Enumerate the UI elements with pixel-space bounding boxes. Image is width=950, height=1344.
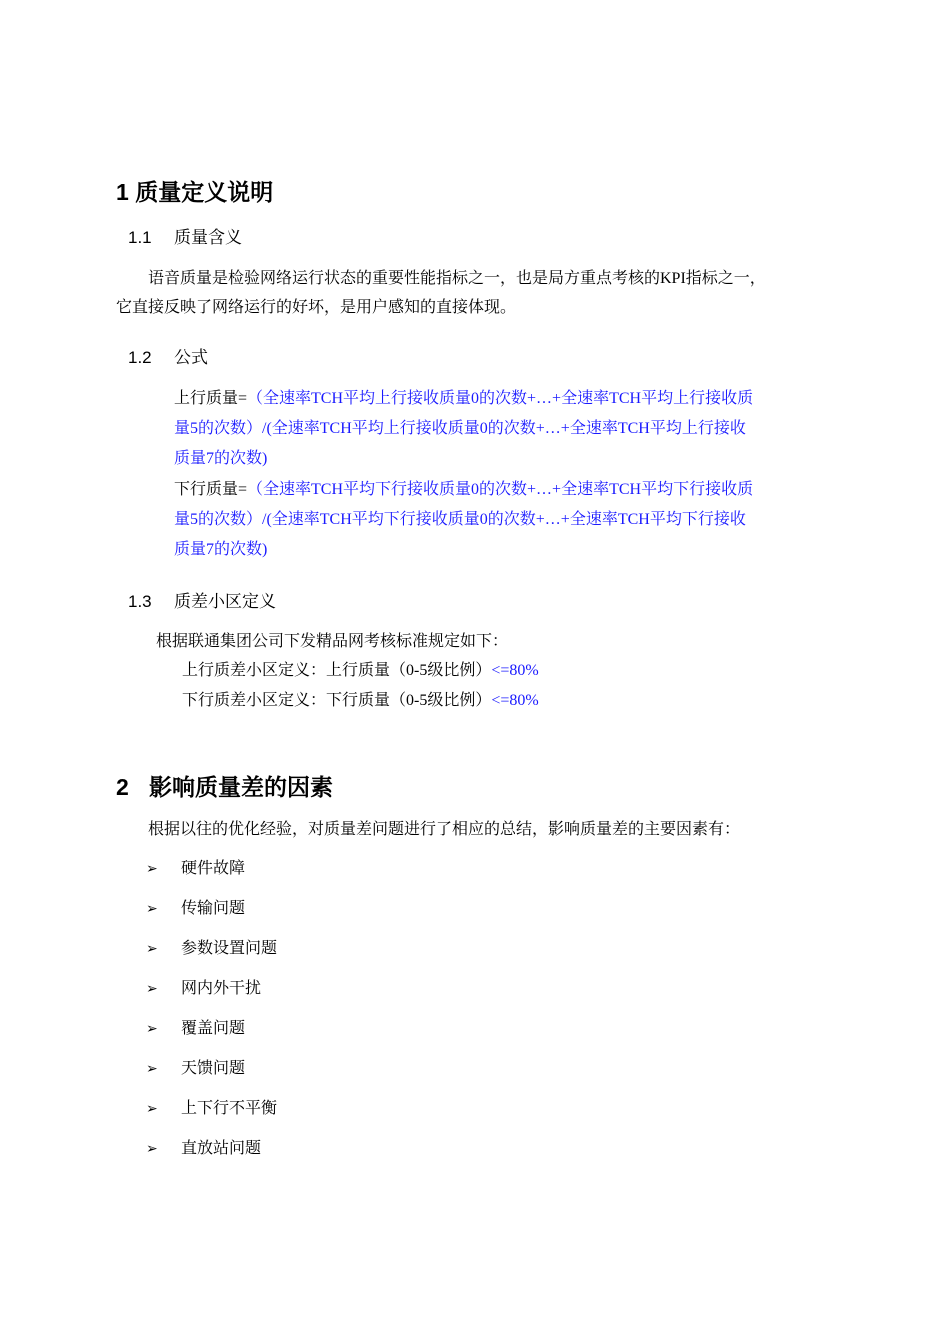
uplink-poor-cell-definition	[182, 660, 539, 682]
uplink-poor-cell-text: 上行质差小区定义：上行质量（0-5级比例）	[182, 662, 492, 679]
arrow-bullet-icon: ➢	[146, 1101, 158, 1117]
factors-intro: 根据以往的优化经验，对质量差问题进行了相应的总结，影响质量差的主要因素有：	[148, 821, 741, 838]
section-2-number: 2	[116, 774, 129, 800]
uplink-threshold: <=80%	[491, 662, 539, 679]
list-item-text: 上下行不平衡	[181, 1100, 278, 1117]
arrow-bullet-icon: ➢	[146, 941, 158, 957]
subsection-1-1-heading	[128, 227, 242, 249]
downlink-formula-label: 下行质量=	[174, 481, 248, 498]
uplink-formula-label: 上行质量=	[174, 390, 248, 407]
downlink-formula-line-2: 量5的次数）/(全速率TCH平均下行接收质量0的次数+…+全速率TCH平均下行接收	[174, 511, 746, 528]
list-item-text: 传输问题	[181, 900, 246, 917]
arrow-bullet-icon: ➢	[146, 1021, 158, 1037]
arrow-bullet-icon: ➢	[146, 1141, 158, 1157]
quality-meaning-line-2: 它直接反映了网络运行的好坏，是用户感知的直接体现。	[116, 299, 517, 316]
subsection-1-2-number: 1.2	[128, 348, 152, 367]
section-1-heading	[116, 177, 273, 207]
downlink-formula-expr-1: （全速率TCH平均下行接收质量0的次数+…+全速率TCH平均下行接收质	[247, 481, 754, 498]
list-item-text: 参数设置问题	[181, 940, 278, 957]
subsection-1-3-title: 质差小区定义	[174, 592, 276, 611]
subsection-1-3-number: 1.3	[128, 592, 152, 611]
section-2-title: 影响质量差的因素	[149, 774, 333, 800]
uplink-formula-expr-1: （全速率TCH平均上行接收质量0的次数+…+全速率TCH平均上行接收质	[247, 390, 754, 407]
downlink-formula-line-1	[174, 479, 753, 501]
uplink-formula-line-3: 质量7的次数)	[174, 450, 268, 467]
uplink-formula-line-2: 量5的次数）/(全速率TCH平均上行接收质量0的次数+…+全速率TCH平均上行接收	[174, 420, 746, 437]
quality-meaning-line-1: 语音质量是检验网络运行状态的重要性能指标之一，也是局方重点考核的KPI指标之一，	[148, 270, 766, 287]
downlink-poor-cell-text: 下行质差小区定义：下行质量（0-5级比例）	[182, 692, 492, 709]
arrow-bullet-icon: ➢	[146, 861, 158, 877]
list-item-text: 覆盖问题	[181, 1020, 246, 1037]
section-2-heading	[116, 772, 333, 802]
downlink-poor-cell-definition	[182, 690, 539, 712]
subsection-1-1-title: 质量含义	[174, 228, 242, 247]
subsection-1-1-number: 1.1	[128, 228, 152, 247]
list-item-text: 直放站问题	[181, 1140, 262, 1157]
arrow-bullet-icon: ➢	[146, 901, 158, 917]
downlink-threshold: <=80%	[491, 692, 539, 709]
list-item-text: 网内外干扰	[181, 980, 262, 997]
arrow-bullet-icon: ➢	[146, 981, 158, 997]
arrow-bullet-icon: ➢	[146, 1061, 158, 1077]
section-1-number: 1	[116, 179, 129, 205]
subsection-1-2-title: 公式	[174, 348, 208, 367]
list-item-text: 天馈问题	[181, 1060, 246, 1077]
list-item-text: 硬件故障	[181, 860, 246, 877]
downlink-formula-line-3: 质量7的次数)	[174, 541, 268, 558]
uplink-formula-line-1	[174, 388, 753, 410]
poor-cell-intro: 根据联通集团公司下发精品网考核标准规定如下：	[156, 633, 509, 650]
section-1-title: 质量定义说明	[135, 179, 274, 205]
subsection-1-3-heading	[128, 591, 276, 613]
subsection-1-2-heading	[128, 347, 208, 369]
